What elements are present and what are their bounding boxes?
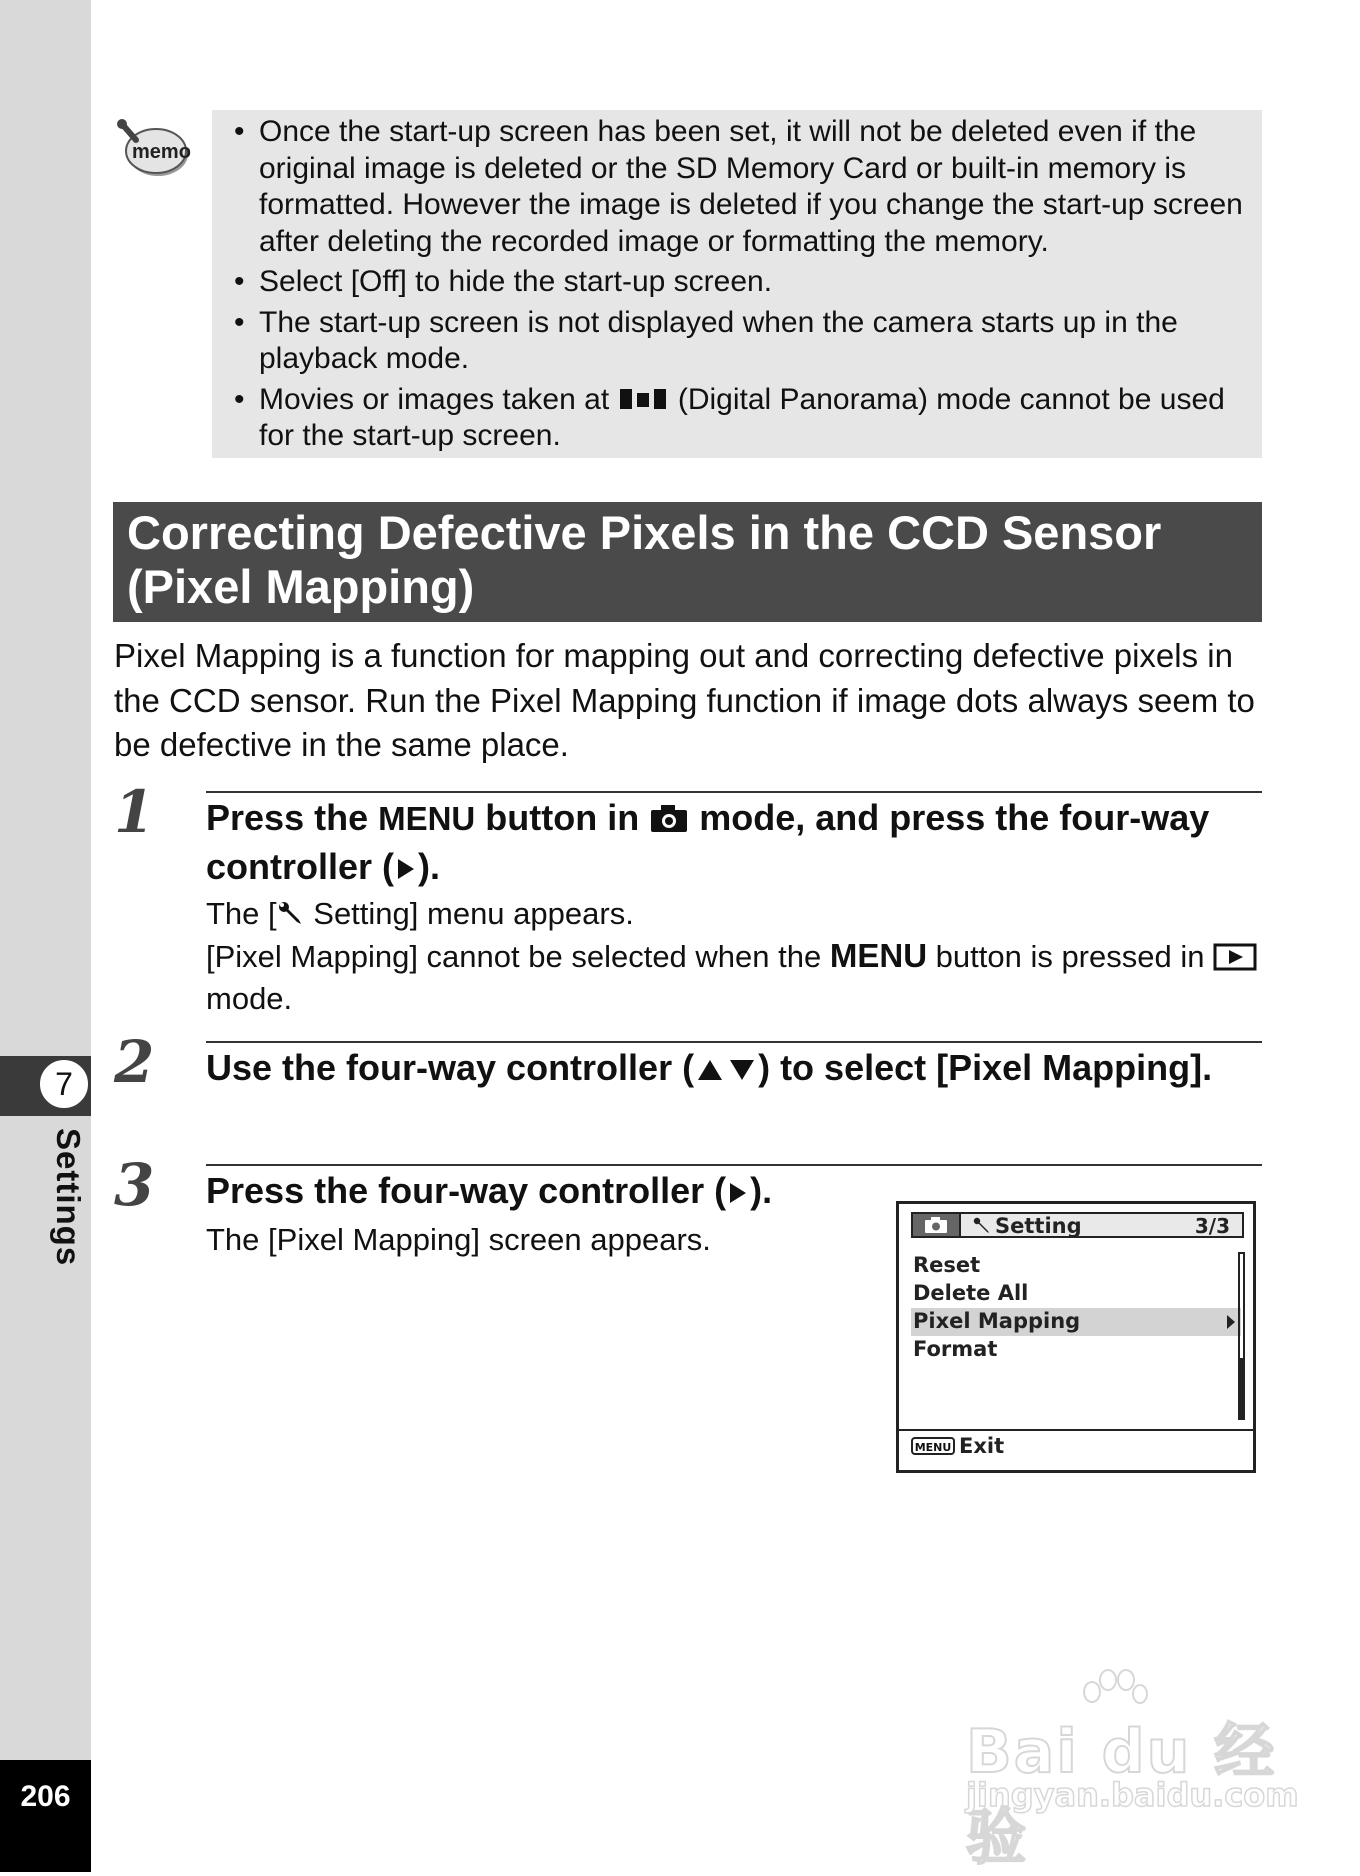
watermark (966, 1668, 1299, 1873)
menu-title[interactable]: Setting (995, 1214, 1082, 1238)
watermark-brand: Bai du 经验 (966, 1717, 1277, 1873)
menu-scrollbar[interactable] (1238, 1252, 1245, 1420)
page-number: 206 (0, 1760, 91, 1872)
scrollbar-thumb[interactable] (1240, 1358, 1243, 1418)
memo-bullet: • The start-up screen is not displayed when the camera starts up in the playback mode. (226, 305, 1248, 378)
step-title: Press the four-way controller ( ). (206, 1170, 773, 1211)
step-description: The [Pixel Mapping] screen appears. (206, 1222, 711, 1257)
menu-key-label: MENU (378, 800, 476, 837)
memo-icon (116, 118, 192, 182)
step-title: Use the four-way controller ( ) to select [Pixel Mapping]. (206, 1047, 1213, 1088)
watermark-url: jingyan.baidu.com (966, 1776, 1299, 1814)
menu-item-reset[interactable]: Reset (913, 1253, 981, 1277)
camera-icon (913, 1214, 959, 1236)
exit-label[interactable]: Exit (959, 1434, 1005, 1458)
menu-list (911, 1252, 1241, 1364)
step-note: [Pixel Mapping] cannot be selected when the MENU button is pressed in mode. (206, 935, 1266, 1020)
menu-item-delete-all[interactable]: Delete All (913, 1281, 1029, 1305)
chapter-label: Settings (50, 1128, 87, 1267)
chapter-number: 7 (38, 1058, 90, 1110)
intro-paragraph: Pixel Mapping is a function for mapping out and correcting defective pixels in the CCD sensor. Run the Pixel Mapping function if image dots always seem to be defective in the same place. (114, 637, 1255, 763)
memo-box (212, 110, 1262, 458)
right-arrow-icon (726, 1179, 750, 1207)
step-divider (206, 1041, 1262, 1043)
step-number: 2 (114, 1028, 155, 1096)
step-title: Press the MENU button in mode, and press the four-way controller ( ). (206, 797, 1210, 887)
menu-page-indicator: 3/3 (1194, 1214, 1230, 1238)
step-number: 3 (114, 1151, 155, 1219)
wrench-icon (277, 900, 305, 928)
memo-bullet: • Once the start-up screen has been set, it will not be deleted even if the original image is deleted or the SD Memory Card or built-in memory is formatted. However the image is deleted if you change the start-up screen after deleting the recorded image or formatting the memory. (226, 114, 1248, 260)
wrench-icon (973, 1217, 991, 1235)
margin-strip (0, 0, 91, 1872)
menu-key-label: MENU (829, 937, 928, 974)
right-arrow-icon (394, 855, 418, 883)
memo-bullet: • Movies or images taken at (Digital Panorama) mode cannot be used for the start-up screen. (226, 382, 1248, 455)
camera-menu-screen (896, 1201, 1256, 1473)
section-heading: Correcting Defective Pixels in the CCD Sensor (Pixel Mapping) (113, 502, 1262, 622)
step-number: 1 (114, 778, 155, 846)
step-divider (206, 1164, 1262, 1166)
submenu-arrow-icon (1227, 1315, 1235, 1329)
capture-tab[interactable] (913, 1214, 961, 1236)
menu-tab-bar (911, 1212, 1244, 1238)
playback-icon (1213, 943, 1257, 971)
menu-item-pixel-mapping[interactable]: Pixel Mapping (911, 1308, 1241, 1336)
camera-icon (649, 802, 689, 834)
svg-text:memo: memo (132, 141, 191, 163)
up-down-arrows-icon (694, 1056, 758, 1084)
step-divider (206, 791, 1262, 793)
memo-bullet: • Select [Off] to hide the start-up screen. (226, 264, 1248, 301)
digital-panorama-icon (618, 387, 670, 411)
menu-button-icon: MENU (911, 1437, 955, 1455)
menu-footer (899, 1429, 1253, 1458)
step-description: The [ Setting] menu appears. (206, 896, 634, 931)
menu-item-format[interactable]: Format (913, 1337, 998, 1361)
